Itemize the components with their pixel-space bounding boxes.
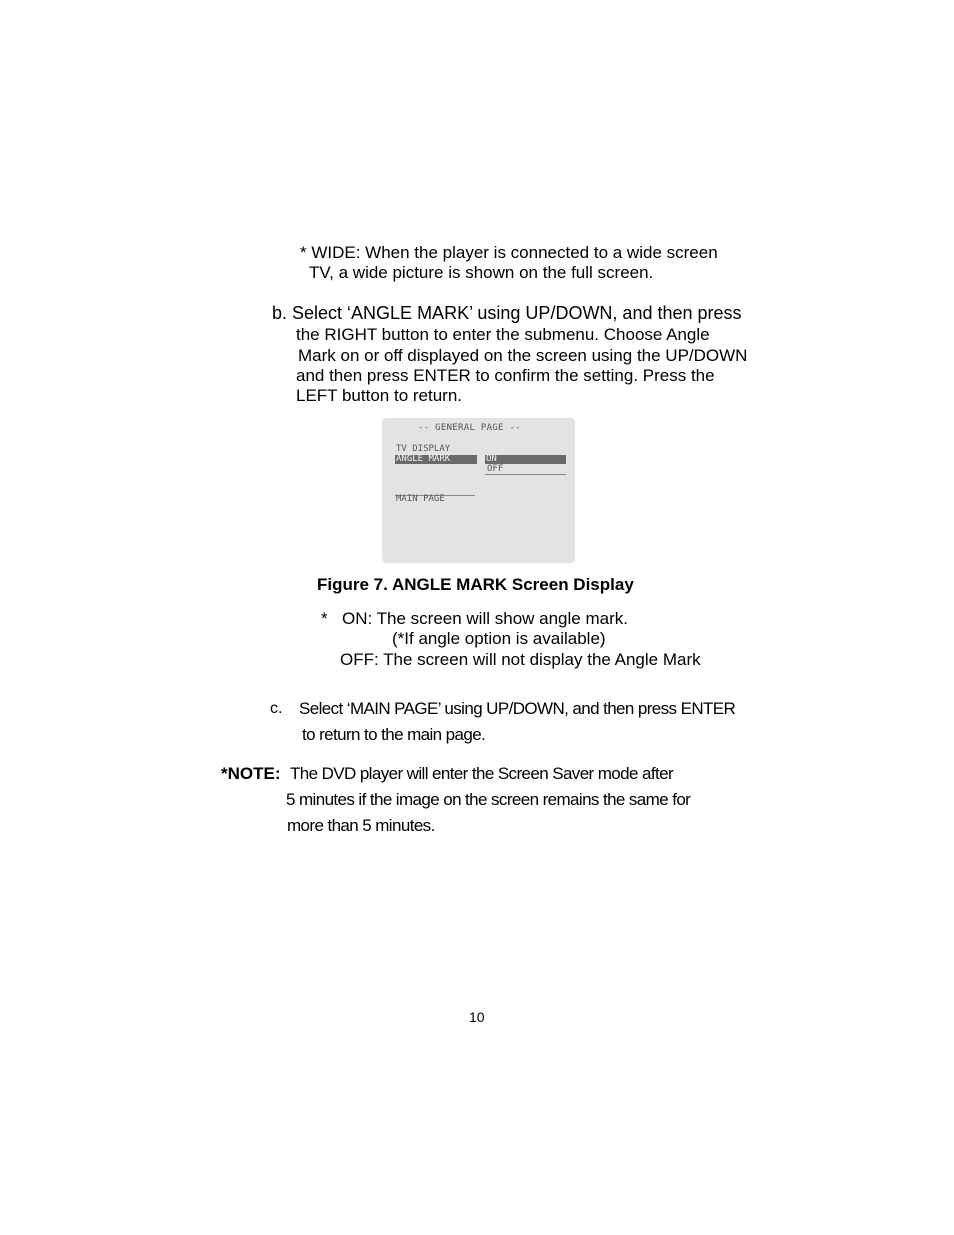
wide-note-line-1: * WIDE: When the player is connected to a wide screen <box>300 243 718 262</box>
step-b-line-1: b. Select ‘ANGLE MARK’ using UP/DOWN, and then press <box>272 303 742 323</box>
note-line-1: The DVD player will enter the Screen Saver mode after <box>290 764 673 783</box>
option-on-description: ON: The screen will show angle mark. <box>342 609 628 628</box>
note-line-2: 5 minutes if the image on the screen remains the same for <box>286 790 691 809</box>
step-c-marker: c. <box>270 700 283 717</box>
step-b-line-5: LEFT button to return. <box>296 386 462 405</box>
step-c-line-1: Select ‘MAIN PAGE’ using UP/DOWN, and then press ENTER <box>299 699 736 718</box>
osd-option-on-selected: ON <box>485 455 566 464</box>
osd-main-page: MAIN PAGE <box>396 494 445 504</box>
note-line-3: more than 5 minutes. <box>287 816 435 835</box>
step-b-line-4: and then press ENTER to confirm the setting. Press the <box>296 366 715 385</box>
osd-angle-mark-selected: ANGLE MARK <box>395 455 477 464</box>
osd-tv-display: TV DISPLAY <box>396 444 451 454</box>
osd-option-off: OFF <box>487 464 504 474</box>
figure-caption: Figure 7. ANGLE MARK Screen Display <box>317 575 634 594</box>
angle-mark-screen-figure <box>382 418 575 563</box>
note-label: *NOTE: <box>221 764 281 783</box>
osd-title: -- GENERAL PAGE -- <box>418 423 521 433</box>
wide-note-line-2: TV, a wide picture is shown on the full screen. <box>309 263 654 282</box>
option-on-subnote: (*If angle option is available) <box>392 629 606 648</box>
step-b-line-3: Mark on or off displayed on the screen using the UP/DOWN <box>298 346 748 365</box>
step-b-line-2: the RIGHT button to enter the submenu. Choose Angle <box>296 325 710 344</box>
option-off-description: OFF: The screen will not display the Angle Mark <box>340 650 701 669</box>
page-number: 10 <box>469 1009 485 1025</box>
step-c-line-2: to return to the main page. <box>302 725 486 744</box>
options-bullet: * <box>321 609 328 628</box>
osd-option-divider <box>485 474 566 475</box>
